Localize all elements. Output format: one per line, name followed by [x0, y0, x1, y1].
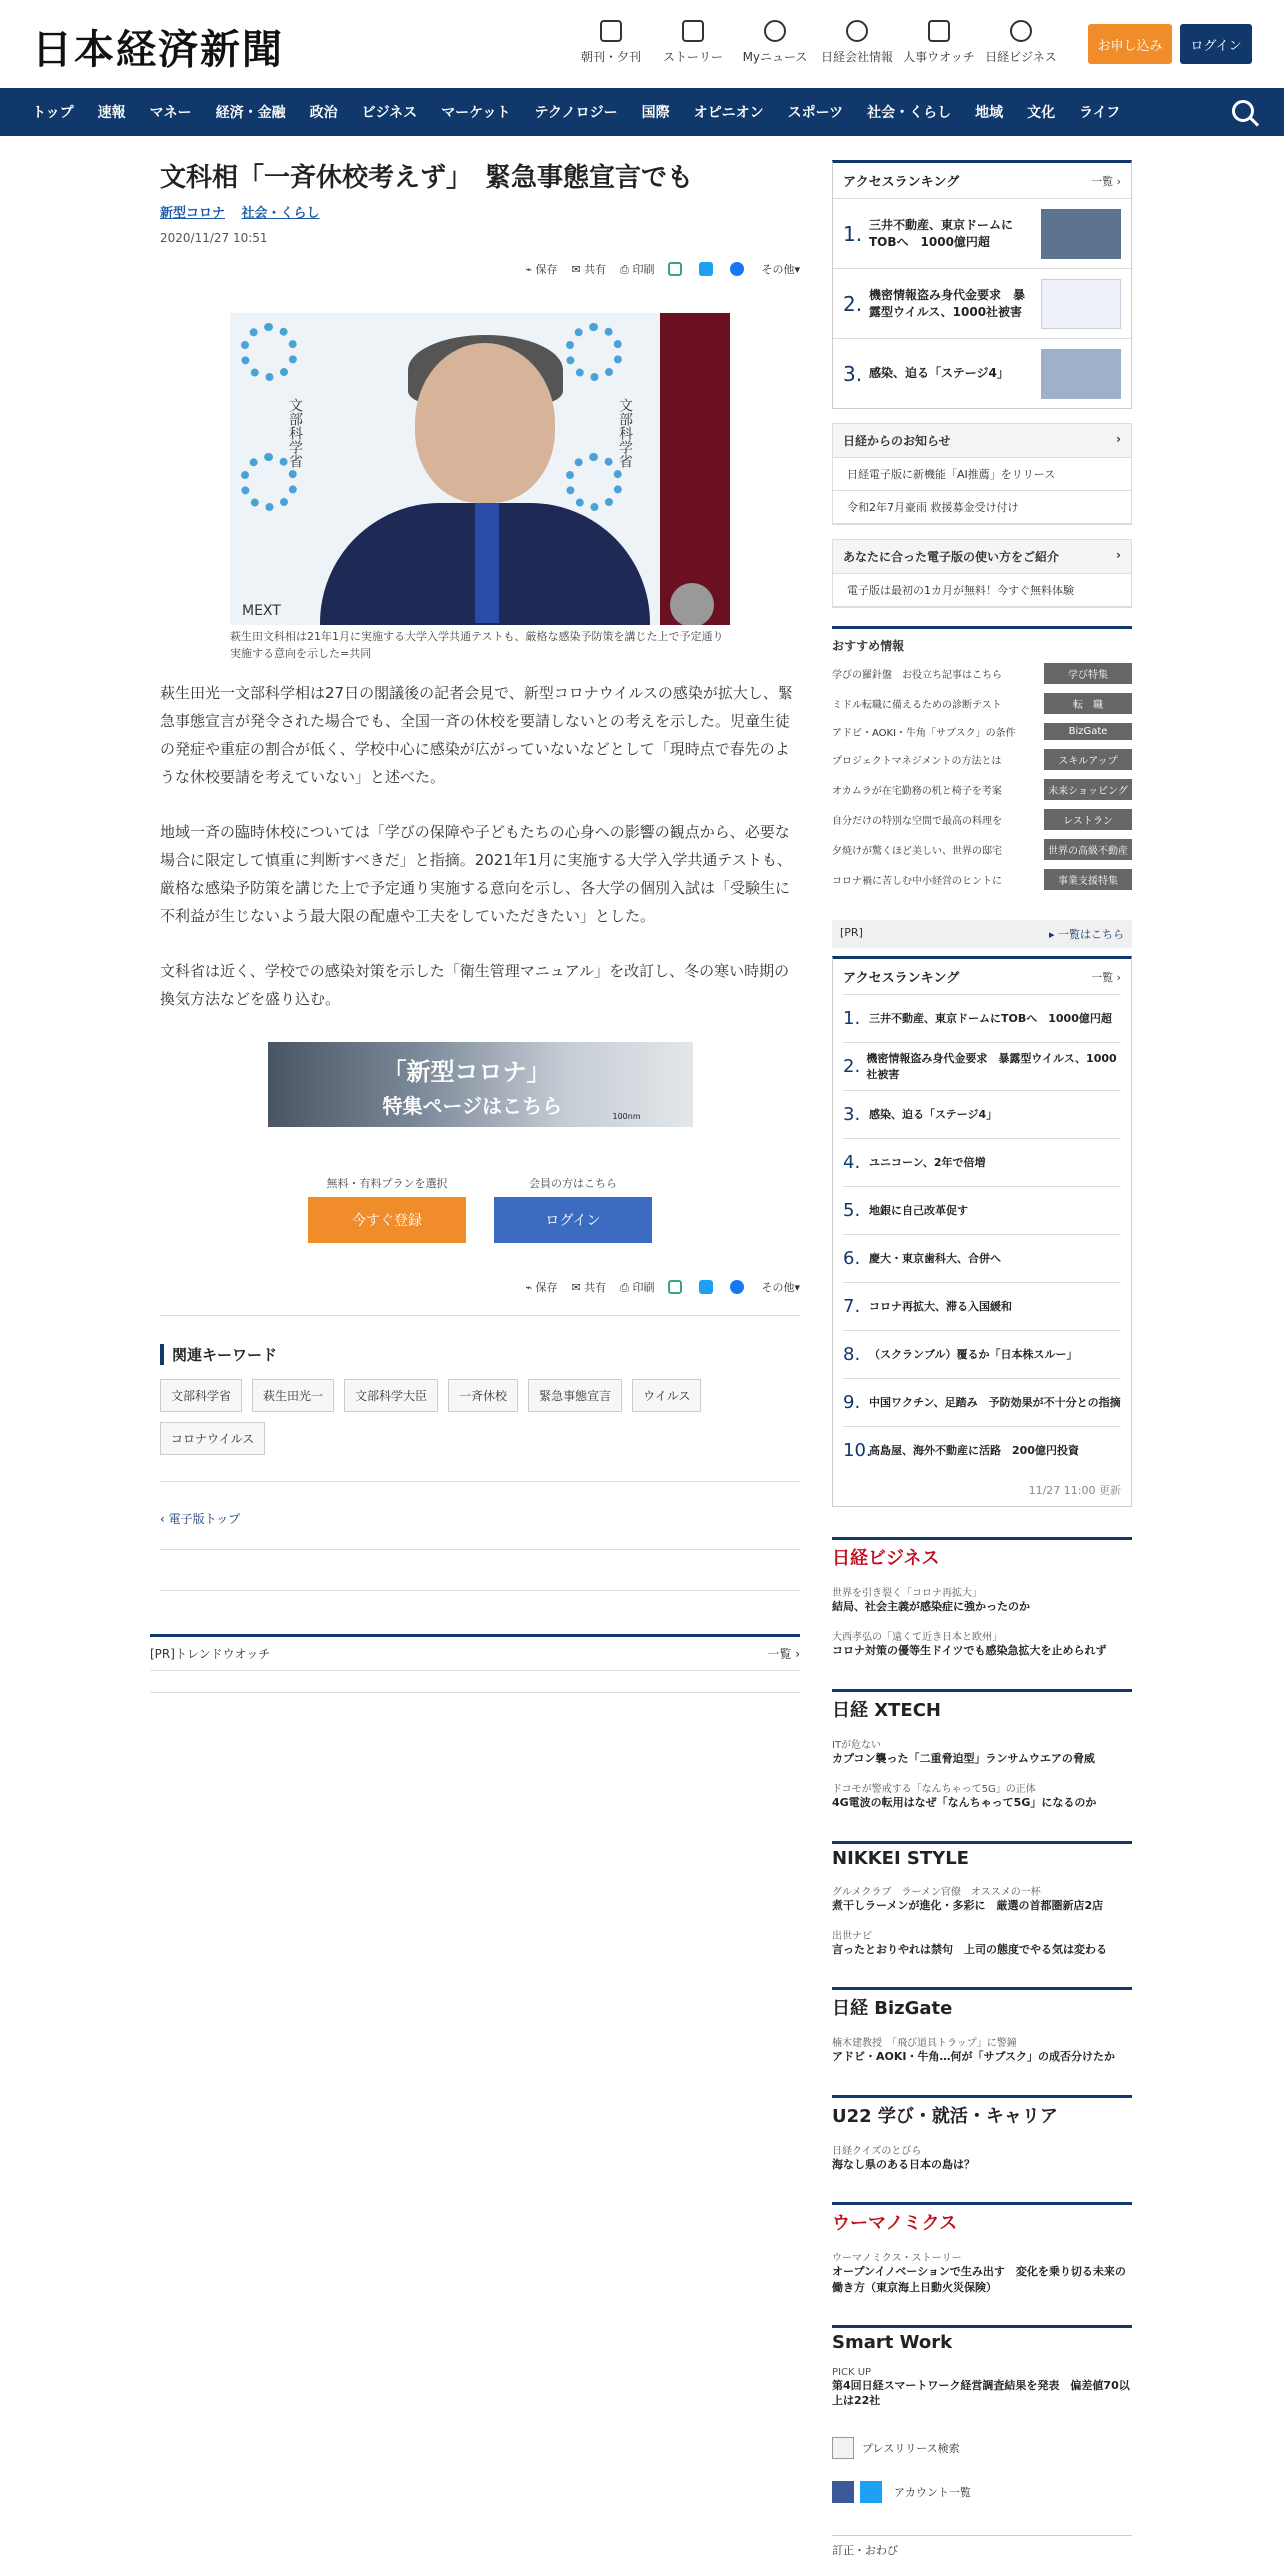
recommend-badge: 未来ショッピング: [1044, 779, 1132, 800]
rank-text: 中国ワクチン、足踏み 予防効果が不十分との指摘: [869, 1395, 1121, 1409]
rank-text: 三井不動産、東京ドームにTOBへ 1000億円超: [869, 1011, 1112, 1025]
save-label: 保存: [535, 1280, 558, 1294]
feature-brand[interactable]: 日経 XTECH: [832, 1699, 941, 1721]
facebook-icon[interactable]: [730, 262, 744, 276]
ministry-sign: 文部科学省: [287, 398, 303, 469]
rank-thumbnail: [1041, 349, 1121, 399]
nav-item[interactable]: マネー: [149, 105, 192, 121]
save-label: 保存: [535, 263, 558, 277]
ranking-top-header: [833, 163, 1131, 198]
share-button[interactable]: ✉ 共有: [571, 1280, 607, 1294]
print-label: 印刷: [632, 263, 655, 277]
print-label: 印刷: [632, 1280, 655, 1294]
topic-tags: [160, 202, 800, 221]
feature-item[interactable]: [832, 1780, 1132, 1810]
feature-item[interactable]: [832, 1736, 1132, 1766]
site-logo[interactable]: 日本経済新聞: [32, 26, 284, 73]
rank-number: 1.: [843, 221, 863, 246]
recommend-text: 学びの羅針盤 お役立ち記事はこちら: [832, 670, 1002, 681]
back-label: 電子版トップ: [168, 1511, 241, 1526]
feature-headline: 4G電波の転用はなぜ「なんちゃって5G」になるのか: [832, 1796, 1097, 1810]
search-person-icon: [928, 20, 950, 42]
feature-headline: 第4回日経スマートワーク経営調査結果を発表 偏差値70以上は22社: [832, 2378, 1130, 2408]
trend-watch: [150, 1634, 800, 1693]
nav-item[interactable]: 速報: [97, 105, 126, 121]
feature-headline: 煮干しラーメンが進化・多彩に 厳選の首都圏新店2店: [832, 1898, 1104, 1912]
print-button[interactable]: ⎙ 印刷: [620, 263, 655, 277]
notice-header[interactable]: [833, 424, 1131, 458]
keyword-tag[interactable]: 萩生田光一: [252, 1379, 334, 1412]
emblem-icon: [240, 323, 298, 381]
feature-brand[interactable]: 日経 BizGate: [832, 1998, 953, 2020]
mext-sign: MEXT: [242, 603, 281, 620]
emblem-icon: [565, 323, 623, 381]
nav-item[interactable]: 国際: [641, 105, 670, 121]
ranking-list: [833, 994, 1131, 1474]
rank-number: 6.: [843, 1248, 861, 1269]
signup-cta: [160, 1175, 800, 1243]
feature-headline: 結局、社会主義が感染症に強かったのか: [832, 1600, 1030, 1613]
site-header: [0, 0, 1284, 88]
keyword-tag[interactable]: 一斉休校: [448, 1379, 518, 1412]
nav-label: Myニュース: [742, 50, 808, 64]
chevron-right-icon: ›: [1116, 432, 1121, 446]
feature-kicker: グルメクラブ ラーメン官僚 オススメの一杯: [832, 1886, 1041, 1898]
bookmark-icon[interactable]: [668, 262, 682, 276]
rank-thumbnail: [1041, 279, 1121, 329]
bookmark-icon[interactable]: [668, 1280, 682, 1294]
more-label: その他: [761, 263, 795, 277]
ranking-item[interactable]: [843, 1282, 1121, 1330]
trend-more-link[interactable]: 一覧 ›: [767, 1647, 800, 1661]
nav-item[interactable]: オピニオン: [693, 105, 764, 121]
feature-kicker: ウーマノミクス・ストーリー: [832, 2253, 962, 2265]
search-icon[interactable]: [1232, 100, 1254, 122]
signup-column: [308, 1175, 466, 1243]
rank-text: 地銀に自己改革促す: [869, 1203, 968, 1217]
feature-kicker: 大西孝弘の「遠くて近き日本と欧州」: [832, 1632, 1002, 1644]
corona-special-banner[interactable]: [268, 1042, 693, 1127]
share-bar: [160, 257, 800, 281]
notice-box: [832, 423, 1132, 525]
recommend-badge: レストラン: [1044, 809, 1132, 830]
divider: [160, 1315, 800, 1316]
rank-text: （スクランブル）覆るか「日本株スルー」: [869, 1347, 1078, 1361]
ranking-item[interactable]: [833, 268, 1131, 338]
guide-header[interactable]: [833, 540, 1131, 574]
chevron-right-icon: ›: [1116, 548, 1121, 562]
ranking-top-title: アクセスランキング: [843, 175, 960, 190]
chart-icon: [846, 20, 868, 42]
feature-headline: コロナ対策の優等生ドイツでも感染急拡大を止められず: [832, 1644, 1107, 1658]
keywords-title: 関連キーワード: [160, 1344, 800, 1365]
nav-item[interactable]: テクノロジー: [534, 105, 618, 121]
corrections-link[interactable]: 訂正・おわび: [832, 2535, 1132, 2558]
press-release-icon: [832, 2437, 854, 2459]
share-bar-bottom: [160, 1275, 800, 1299]
newspaper-icon: [600, 20, 622, 42]
feature-kicker: 出世ナビ: [832, 1930, 872, 1942]
keyword-tag[interactable]: ウイルス: [632, 1379, 701, 1412]
rank-text: 機密情報盗み身代金要求 暴露型ウイルス、1000社被害: [869, 287, 1026, 319]
rank-text: 三井不動産、東京ドームにTOBへ 1000億円超: [869, 217, 1014, 249]
feature-kicker: 世界を引き裂く「コロナ再拡大」: [832, 1588, 982, 1599]
feature-item[interactable]: [832, 2034, 1132, 2064]
ranking-item[interactable]: [833, 338, 1131, 408]
recommend-list: [832, 663, 1132, 890]
ranking-item[interactable]: [843, 1330, 1121, 1378]
nav-item[interactable]: トップ: [32, 105, 74, 121]
rank-number: 3.: [843, 1104, 861, 1125]
partner-features: [832, 1537, 1132, 2409]
guide-text[interactable]: 電子版は最初の1カ月が無料！今すぐ無料体験: [833, 574, 1131, 607]
banner-line1: 「新型コロナ」: [382, 1057, 551, 1086]
apply-button[interactable]: お申し込み: [1088, 24, 1172, 64]
topic-tag[interactable]: 社会・くらし: [241, 206, 320, 222]
rank-number: 4.: [843, 1152, 861, 1173]
recommend-item[interactable]: [832, 693, 1132, 714]
ministry-sign: 文部科学省: [617, 398, 633, 469]
recommend-badge: 事業支援特集: [1044, 869, 1132, 890]
ranking-item[interactable]: [843, 1090, 1121, 1138]
recommend-badge: BizGate: [1044, 723, 1132, 740]
document-icon: [682, 20, 704, 42]
member-column: [494, 1175, 652, 1243]
nav-item[interactable]: 政治: [309, 105, 338, 121]
feature-brand[interactable]: U22 学び・就活・キャリア: [832, 2105, 1058, 2127]
member-login-button[interactable]: ログイン: [494, 1197, 652, 1243]
rank-text: 慶大・東京歯科大、合併へ: [869, 1251, 1001, 1265]
ranking-header: [833, 959, 1131, 994]
feature-brand[interactable]: ウーマノミクス: [832, 2213, 958, 2235]
ranking-box: [832, 956, 1132, 1507]
rank-number: 2.: [843, 291, 863, 316]
share-button[interactable]: ✉ 共有: [571, 263, 607, 277]
nav-item[interactable]: マーケット: [441, 105, 511, 121]
feature-kicker: PICK UP: [832, 2366, 872, 2378]
recommend-badge: スキルアップ: [1044, 749, 1132, 770]
banner-scale: 100nm: [612, 1111, 641, 1121]
user-icon: [764, 20, 786, 42]
article-title: 文科相「一斉休校考えず」 緊急事態宣言でも: [160, 163, 694, 193]
feature-brand[interactable]: NIKKEI STYLE: [832, 1847, 969, 1869]
header-nav: [570, 20, 1062, 65]
feature-kicker: 日経クイズのとびら: [832, 2145, 922, 2157]
nav-label: 朝刊・夕刊: [580, 50, 641, 64]
nav-item[interactable]: 地域: [975, 105, 1004, 121]
ranking-updated: 11/27 11:00 更新: [1028, 1484, 1121, 1497]
photo-tie: [475, 503, 499, 623]
rank-text: 機密情報盗み身代金要求 暴露型ウイルス、1000社被害: [866, 1052, 1117, 1081]
nav-mynews[interactable]: [734, 20, 816, 65]
paragraph: 文科省は近く、学校での感染対策を示した「衛生管理マニュアル」を改訂し、冬の寒い時期の換気方法などを盛り込む。: [160, 962, 790, 1009]
feature-item[interactable]: [832, 2249, 1132, 2295]
nav-item[interactable]: 文化: [1027, 105, 1056, 121]
feature-headline: 海なし県のある日本の島は？: [832, 2157, 975, 2171]
paragraph: 地域一斉の臨時休校については「学びの保障や子どもたちの心身への影響の観点から、必要な場合に限定して慎重に判断すべきだ」と指摘。2021年1月に実施する大学入学共通テストも、厳格な感染予防策を講じた上で予定通り実施する意向を示し、各大学の個別入試は「受験生に不利益が生じないよう最大限の配慮や工夫をしていただきたい」とした。: [160, 823, 792, 925]
feature-brand[interactable]: 日経ビジネス: [832, 1548, 940, 1569]
ranking-item[interactable]: [843, 1426, 1121, 1474]
ranking-title: アクセスランキング: [843, 971, 960, 986]
feature-headline: アドビ・AOKI・牛角…何が「サブスク」の成否分けたか: [832, 2050, 1116, 2064]
recommend-title: おすすめ情報: [832, 626, 1132, 654]
more-share-button[interactable]: その他▾: [761, 1280, 800, 1294]
recommend-text: オカムラが在宅勤務の机と椅子を考案: [832, 786, 1002, 797]
nav-item[interactable]: 社会・くらし: [867, 105, 952, 121]
recommend-item[interactable]: [832, 839, 1132, 860]
rank-text: 感染、迫る「ステージ4」: [869, 366, 1009, 381]
more-share-button[interactable]: その他▾: [761, 263, 800, 277]
rank-number: 7.: [843, 1296, 861, 1317]
back-to-top-link[interactable]: ‹ 電子版トップ: [160, 1511, 241, 1526]
article-body: [160, 680, 800, 1014]
recommend-item[interactable]: [832, 749, 1132, 770]
nav-label: 日経ビジネス: [985, 50, 1057, 64]
feature-block: [832, 1689, 1132, 1811]
feature-kicker: ITが危ない: [832, 1739, 882, 1751]
feature-block: [832, 1537, 1132, 1659]
compass-icon: [1010, 20, 1032, 42]
print-button[interactable]: ⎙ 印刷: [620, 1280, 655, 1294]
press-label: プレスリリース検索: [862, 2441, 960, 2455]
pr-bar: [832, 920, 1132, 948]
recommend-badge: 学び特集: [1044, 663, 1132, 684]
article: [160, 160, 800, 1591]
recommend-item[interactable]: [832, 723, 1132, 740]
keyword-tag[interactable]: 緊急事態宣言: [528, 1379, 622, 1412]
recommend-item[interactable]: [832, 663, 1132, 684]
nav-nikkei-business[interactable]: [980, 20, 1062, 65]
keyword-tag[interactable]: コロナウイルス: [160, 1422, 265, 1455]
ranking-item[interactable]: [843, 1378, 1121, 1426]
photo-curtain: [660, 313, 730, 625]
share-label: 共有: [584, 1280, 607, 1294]
feature-item[interactable]: [832, 1628, 1132, 1658]
pr-list-link[interactable]: ▸ 一覧はこちら: [1048, 928, 1124, 941]
feature-item[interactable]: [832, 2367, 1132, 2409]
feature-brand[interactable]: Smart Work: [832, 2331, 953, 2353]
feature-item[interactable]: [832, 1927, 1132, 1957]
recommend-text: アドビ・AOKI・牛角「サブスク」の条件: [832, 728, 1016, 739]
rank-text: 高島屋、海外不動産に活路 200億円投資: [869, 1443, 1079, 1457]
trend-header: [150, 1637, 800, 1671]
nav-item[interactable]: スポーツ: [787, 105, 844, 121]
more-label: その他: [761, 1280, 795, 1294]
rank-number: 9.: [843, 1392, 861, 1413]
register-button[interactable]: 今すぐ登録: [308, 1197, 466, 1243]
guide-box: [832, 539, 1132, 608]
nav-label: ストーリー: [662, 50, 723, 64]
recommend-text: ミドル転職に備えるための診断テスト: [832, 700, 1002, 711]
category-nav: [0, 88, 1284, 136]
recommend-text: プロジェクトマネジメントの方法とは: [832, 756, 1002, 767]
feature-headline: 言ったとおりやれは禁句 上司の態度でやる気は変わる: [832, 1942, 1107, 1956]
facebook-icon[interactable]: [730, 1280, 744, 1294]
nav-story[interactable]: [652, 20, 734, 65]
recommend-text: 自分だけの特別な空間で最高の料理を: [832, 816, 1002, 827]
rank-number: 1.: [843, 1008, 861, 1029]
keyword-tag[interactable]: 文部科学省: [160, 1379, 242, 1412]
rank-number: 8.: [843, 1344, 861, 1365]
pr-link-label: 一覧はこちら: [1058, 928, 1124, 941]
banner-line2: 特集ページはこちら: [382, 1093, 563, 1118]
nav-morning-evening[interactable]: [570, 20, 652, 65]
feature-block: [832, 1841, 1132, 1958]
facebook-icon: [832, 2481, 854, 2503]
ranking-top-more[interactable]: 一覧 ›: [1091, 174, 1121, 188]
login-button[interactable]: ログイン: [1180, 24, 1252, 64]
recommend-item[interactable]: [832, 869, 1132, 890]
account-list[interactable]: [832, 2481, 1132, 2503]
ranking-item[interactable]: [843, 1042, 1121, 1090]
keyword-list: [160, 1379, 800, 1455]
divider: [160, 1481, 800, 1482]
rank-number: 10.: [843, 1440, 872, 1461]
recommend-text: コロナ禍に苦しむ中小経営のヒントに: [832, 876, 1002, 887]
nav-personnel[interactable]: [898, 20, 980, 65]
press-release-search[interactable]: [832, 2437, 1132, 2459]
photo-face: [415, 343, 555, 503]
ranking-top-box: [832, 160, 1132, 409]
microphone-icon: [670, 583, 714, 625]
sidebar: [832, 160, 1132, 2558]
guide-title: あなたに合った電子版の使い方をご紹介: [843, 550, 1060, 564]
share-label: 共有: [584, 263, 607, 277]
nav-company-info[interactable]: [816, 20, 898, 65]
recommend-badge: 世界の高級不動産: [1044, 839, 1132, 860]
notice-item[interactable]: 令和2年7月豪雨 救援募金受け付け: [833, 491, 1131, 524]
notice-item[interactable]: 日経電子版に新機能「AI推薦」をリリース: [833, 458, 1131, 491]
nav-item[interactable]: ライフ: [1079, 105, 1121, 121]
ranking-item[interactable]: [843, 1186, 1121, 1234]
more-label: 一覧: [1091, 174, 1114, 188]
accounts-label: アカウント一覧: [894, 2485, 971, 2499]
ranking-item[interactable]: [843, 1138, 1121, 1186]
nav-label: 日経会社情報: [820, 50, 893, 64]
twitter-icon[interactable]: [699, 262, 713, 276]
feature-block: [832, 2202, 1132, 2295]
rank-thumbnail: [1041, 209, 1121, 259]
notice-title: 日経からのお知らせ: [843, 434, 951, 448]
feature-block: [832, 1987, 1132, 2064]
feature-kicker: ドコモが警戒する「なんちゃって5G」の正体: [832, 1784, 1036, 1796]
feature-block: [832, 2095, 1132, 2172]
ranking-item[interactable]: [843, 994, 1121, 1042]
paragraph: 萩生田光一文部科学相は27日の閣議後の記者会見で、新型コロナウイルスの感染が拡大し、緊急事態宣言が発令された場合でも、全国一斉の休校を要請しないとの考えを示した。児童生徒の発症や重症の割合が低く、学校中心に感染が広がっていないなどとして「現時点で春先のような休校要請を考えていない」と述べた。: [160, 684, 793, 786]
twitter-icon: [860, 2481, 882, 2503]
feature-block: [832, 2325, 1132, 2409]
pr-label: [PR]: [840, 926, 863, 939]
topic-tag[interactable]: 新型コロナ: [160, 206, 226, 222]
feature-item[interactable]: [832, 2142, 1132, 2172]
twitter-icon[interactable]: [699, 1280, 713, 1294]
more-label: 一覧: [767, 1647, 792, 1661]
rank-number: 3.: [843, 361, 863, 386]
save-button[interactable]: ⌁ 保存: [525, 263, 558, 277]
feature-headline: オープンイノベーションで生み出す 変化を乗り切る未来の働き方（東京海上日動火災保険）: [832, 2265, 1126, 2294]
trend-row: [150, 1671, 800, 1693]
divider: [160, 1549, 800, 1550]
signup-label: 無料・有料プランを選択: [326, 1176, 448, 1190]
ranking-item[interactable]: [843, 1234, 1121, 1282]
recommend-item[interactable]: [832, 809, 1132, 830]
photo-caption: 萩生田文科相は21年1月に実施する大学入学共通テストも、厳格な感染予防策を講じた上で予定通り実施する意向を示した=共同: [230, 630, 724, 660]
feature-item[interactable]: [832, 1584, 1132, 1614]
feature-kicker: 楠木建教授 「飛び道具トラップ」に警鐘: [832, 2038, 1017, 2050]
save-button[interactable]: ⌁ 保存: [525, 1280, 558, 1294]
rank-text: ユニコーン、2年で倍増: [869, 1155, 986, 1169]
nav-label: 人事ウオッチ: [903, 50, 975, 64]
more-label: 一覧: [1091, 970, 1114, 984]
recommend-text: 夕焼けが驚くほど美しい、世界の邸宅: [832, 846, 1002, 857]
feature-item[interactable]: [832, 1883, 1132, 1913]
recommend-item[interactable]: [832, 779, 1132, 800]
ranking-item[interactable]: [833, 198, 1131, 268]
keyword-tag[interactable]: 文部科学大臣: [344, 1379, 438, 1412]
divider: [160, 1590, 800, 1591]
rank-number: 5.: [843, 1200, 861, 1221]
rank-text: 感染、迫る「ステージ4」: [869, 1107, 998, 1121]
recommend-badge: 転 職: [1044, 693, 1132, 714]
feature-headline: カプコン襲った「二重脅迫型」ランサムウエアの脅威: [832, 1751, 1095, 1765]
nav-item[interactable]: 経済・金融: [215, 105, 286, 121]
nav-item[interactable]: ビジネス: [361, 105, 418, 121]
ranking-more[interactable]: 一覧 ›: [1091, 970, 1121, 984]
article-date: 2020/11/27 10:51: [160, 231, 268, 246]
article-photo: [230, 313, 730, 625]
rank-text: コロナ再拡大、滞る入国緩和: [869, 1299, 1012, 1313]
trend-title: [PR]トレンドウオッチ: [150, 1647, 271, 1661]
rank-number: 2.: [843, 1056, 861, 1077]
member-label: 会員の方はこちら: [529, 1176, 617, 1190]
